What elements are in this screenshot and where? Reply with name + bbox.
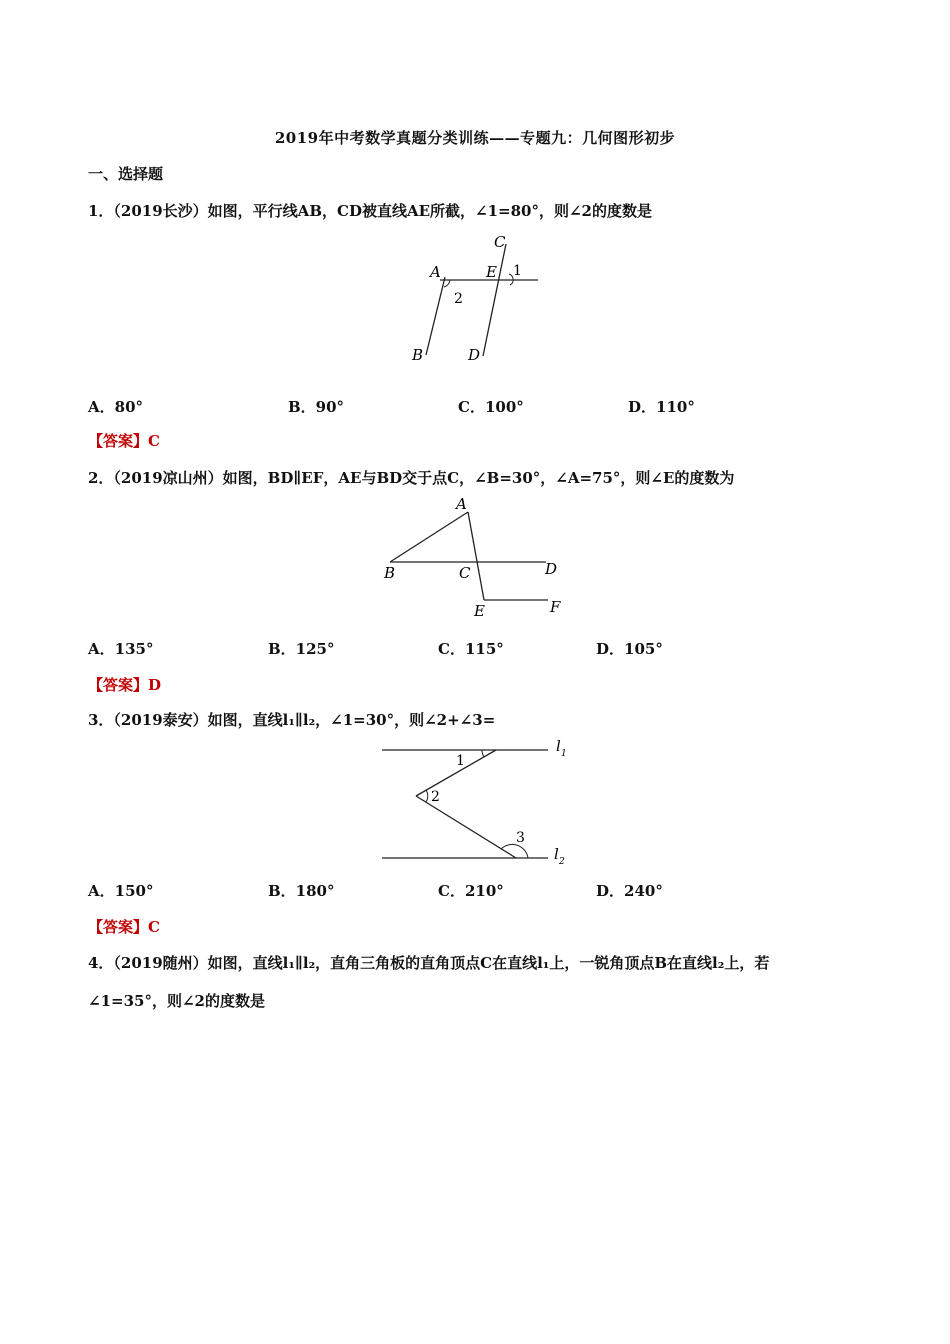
answer-label: 【答案】 — [88, 432, 149, 450]
answer-label: 【答案】 — [88, 918, 149, 936]
q2-option-b[interactable]: B．125° — [268, 640, 335, 658]
q1-option-b[interactable]: B．90° — [288, 398, 345, 416]
q2-option-c[interactable]: C．115° — [438, 640, 504, 658]
fig3-label-angle-1: 1 — [456, 753, 465, 769]
fig3-label-angle-3: 3 — [516, 830, 525, 846]
question-2-stem: 2．（2019凉山州）如图，BD∥EF，AE与BD交于点C，∠B=30°，∠A=75°，则∠E的度数为 — [88, 469, 735, 487]
answer-value: D — [148, 676, 162, 694]
question-4-stem-line1: 4．（2019随州）如图，直线l₁∥l₂，直角三角板的直角顶点C在直线l₁上，一锐角顶点B在直线l₂上，若 — [88, 954, 770, 972]
question-3-figure — [376, 738, 576, 870]
question-2-answer — [88, 674, 161, 695]
fig1-label-angle-1: 1 — [513, 263, 522, 279]
fig1-label-A: A — [430, 263, 441, 281]
q2-option-a[interactable]: A．135° — [88, 640, 154, 658]
fig2-label-D: D — [545, 560, 558, 578]
fig2-label-B: B — [384, 564, 396, 582]
fig1-label-E: E — [486, 263, 497, 281]
question-1-figure — [400, 230, 550, 370]
q1-option-a[interactable]: A．80° — [88, 398, 144, 416]
question-1-stem: 1．（2019长沙）如图，平行线AB，CD被直线AE所截，∠1=80°，则∠2的度数是 — [88, 202, 652, 220]
question-3-stem: 3．（2019泰安）如图，直线l₁∥l₂，∠1=30°，则∠2+∠3= — [88, 711, 496, 729]
question-1-answer — [88, 430, 160, 451]
fig2-label-E: E — [474, 602, 485, 620]
q3-option-d[interactable]: D．240° — [596, 882, 663, 900]
page-title: 2019年中考数学真题分类训练——专题九：几何图形初步 — [274, 129, 676, 147]
q1-option-d[interactable]: D．110° — [628, 398, 695, 416]
section-heading: 一、选择题 — [88, 165, 164, 183]
fig3-label-l2: l — [554, 845, 559, 863]
fig3-label-l1-sub: 1 — [561, 749, 567, 759]
question-4-stem-line2: ∠1=35°，则∠2的度数是 — [88, 992, 265, 1010]
fig1-label-angle-2: 2 — [454, 291, 463, 307]
fig3-label-l2-sub: 2 — [559, 857, 565, 867]
question-2-figure — [376, 492, 576, 622]
q3-option-c[interactable]: C．210° — [438, 882, 504, 900]
fig1-label-D: D — [468, 346, 481, 364]
answer-value: C — [148, 432, 160, 450]
q1-option-c[interactable]: C．100° — [458, 398, 524, 416]
q2-option-d[interactable]: D．105° — [596, 640, 663, 658]
answer-label: 【答案】 — [88, 676, 149, 694]
fig2-label-F: F — [550, 598, 561, 616]
fig1-label-B: B — [412, 346, 424, 364]
q3-option-a[interactable]: A．150° — [88, 882, 154, 900]
fig2-label-A: A — [456, 495, 467, 513]
fig2-label-C: C — [459, 564, 471, 582]
answer-value: C — [148, 918, 160, 936]
question-3-answer — [88, 916, 160, 937]
fig1-label-C: C — [494, 233, 506, 251]
fig3-label-angle-2: 2 — [431, 789, 440, 805]
fig3-label-l1: l — [556, 738, 561, 755]
q3-option-b[interactable]: B．180° — [268, 882, 335, 900]
